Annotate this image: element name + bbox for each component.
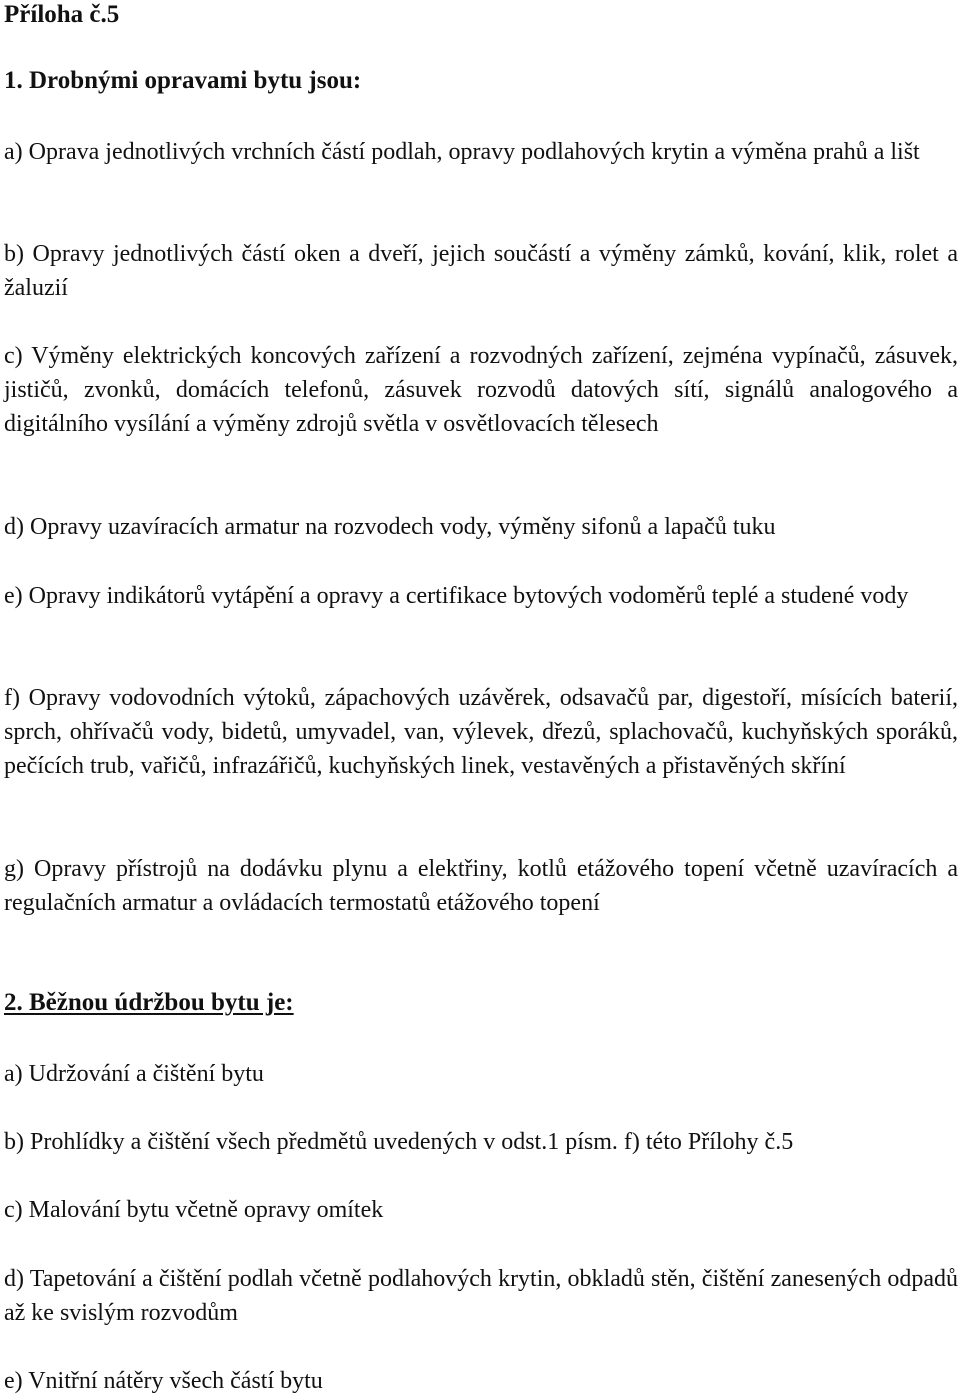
section-1-item-e: e) Opravy indikátorů vytápění a opravy a certifikace bytových vodoměrů teplé a studené vody — [4, 583, 909, 609]
section-1-item-c: c) Výměny elektrických koncových zařízení a rozvodných zařízení, zejména vypínačů, zásuvek, jističů, zvonků, domácích telefonů, zásuvek rozvodů datových sítí, signálů analogového a digitálního vysílání a výměny zdrojů světla v osvětlovacích tělesech — [4, 343, 958, 437]
section-1-item-f: f) Opravy vodovodních výtoků, zápachových uzávěrek, odsavačů par, digestoří, mísících baterií, sprch, ohřívačů vody, bidetů, umyvadel, van, výlevek, dřezů, splachovačů, kuchyňských sporáků, pečících trub, vařičů, infrazářičů, kuchyňských linek, vestavěných a přistavěných skříní — [4, 685, 958, 779]
section-1-item-a: a) Oprava jednotlivých vrchních částí podlah, opravy podlahových krytin a výměna prahů a lišt — [4, 139, 920, 165]
section-1-item-b: b) Opravy jednotlivých částí oken a dveří, jejich součástí a výměny zámků, kování, klik, rolet a žaluzií — [4, 241, 958, 301]
section-2-item-a: a) Udržování a čištění bytu — [4, 1061, 264, 1087]
section-2-heading: 2. Běžnou údržbou bytu je: — [4, 989, 294, 1016]
section-2-item-b: b) Prohlídky a čištění všech předmětů uvedených v odst.1 písm. f) této Přílohy č.5 — [4, 1129, 794, 1155]
attachment-title: Příloha č.5 — [4, 1, 120, 28]
section-2-item-e: e) Vnitřní nátěry všech částí bytu — [4, 1368, 323, 1394]
section-2-item-d: d) Tapetování a čištění podlah včetně podlahových krytin, obkladů stěn, čištění zanesených odpadů až ke svislým rozvodům — [4, 1266, 958, 1326]
section-1-item-d: d) Opravy uzavíracích armatur na rozvodech vody, výměny sifonů a lapačů tuku — [4, 514, 776, 540]
section-2-item-c: c) Malování bytu včetně opravy omítek — [4, 1197, 384, 1223]
section-1-item-g: g) Opravy přístrojů na dodávku plynu a elektřiny, kotlů etážového topení včetně uzavíracích a regulačních armatur a ovládacích termostatů etážového topení — [4, 856, 958, 916]
section-1-heading: 1. Drobnými opravami bytu jsou: — [4, 67, 362, 94]
